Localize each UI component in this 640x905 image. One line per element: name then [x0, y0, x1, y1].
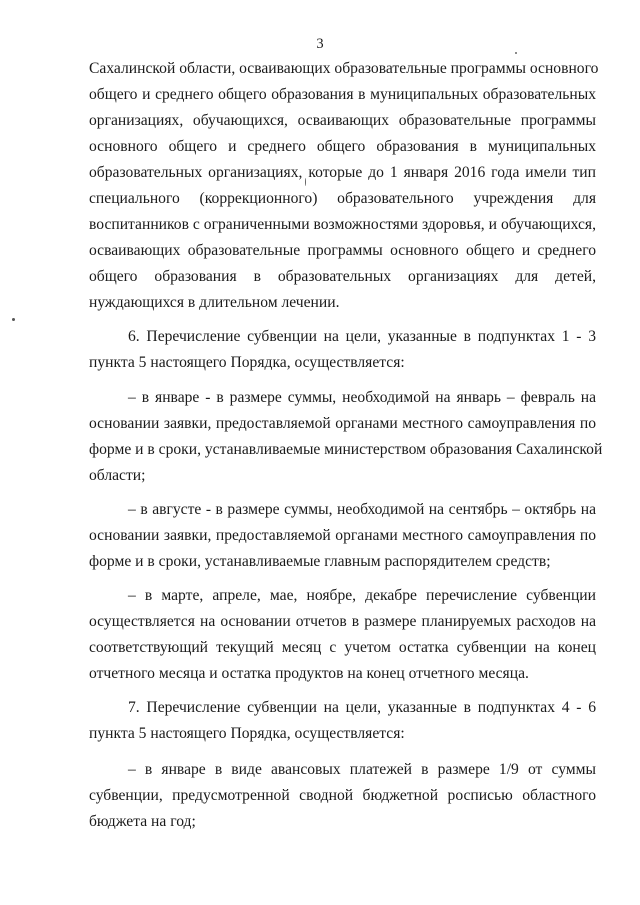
text-line: воспитанников с ограниченными возможностями здоровья, и обучающихся, — [89, 216, 596, 233]
text-line: форме и в сроки, устанавливаемые министерством образования Сахалинской — [89, 441, 603, 458]
page-number: 3 — [316, 36, 324, 52]
text-line: основании заявки, предоставляемой органами местного самоуправления по — [89, 527, 596, 544]
text-line: общего и среднего общего образования в муниципальных образовательных — [89, 86, 596, 103]
text-line: области; — [89, 467, 146, 484]
text-line: нуждающихся в длительном лечении. — [89, 294, 340, 311]
list-item-january-advance: – в январе в виде авансовых платежей в размере 1/9 от суммы — [128, 761, 596, 778]
text-line: отчетного месяца и остатка продуктов на конец отчетного месяца. — [89, 665, 529, 682]
text-line: основного общего и среднего общего образования в муниципальных — [89, 138, 596, 155]
text-line: общего образования в образовательных организациях для детей, — [89, 268, 596, 285]
list-item-january: – в январе - в размере суммы, необходимой на январь – февраль на — [128, 389, 596, 406]
text-line: Сахалинской области, осваивающих образовательные программы основного — [89, 60, 599, 77]
text-line: осуществляется на основании отчетов в размере планируемых расходов на — [89, 613, 596, 630]
text-line: форме и в сроки, устанавливаемые главным распорядителем средств; — [89, 553, 551, 570]
text-line: пункта 5 настоящего Порядка, осуществляется: — [89, 725, 405, 742]
text-line: субвенции, предусмотренной сводной бюджетной росписью областного — [89, 787, 596, 804]
text-line: соответствующий текущий месяц с учетом остатка субвенции на конец — [89, 639, 596, 656]
text-line: образовательных организациях, которые до 1 января 2016 года имели тип — [89, 164, 596, 181]
list-item-august: – в августе - в размере суммы, необходимой на сентябрь – октябрь на — [128, 501, 596, 518]
paragraph-7-start: 7. Перечисление субвенции на цели, указанные в подпунктах 4 - 6 — [128, 699, 596, 716]
margin-speck — [12, 318, 15, 321]
text-line: специального (коррекционного) образовательного учреждения для — [89, 190, 596, 207]
paragraph-6-start: 6. Перечисление субвенции на цели, указанные в подпунктах 1 - 3 — [128, 328, 596, 345]
list-item-months: – в марте, апреле, мае, ноябре, декабре перечисление субвенции — [128, 587, 596, 604]
text-line: организациях, обучающихся, осваивающих образовательные программы — [89, 112, 596, 129]
text-line: бюджета на год; — [89, 813, 196, 830]
text-line: пункта 5 настоящего Порядка, осуществляется: — [89, 354, 405, 371]
scan-speck — [515, 52, 517, 54]
text-line: основании заявки, предоставляемой органами местного самоуправления по — [89, 415, 596, 432]
text-line: осваивающих образовательные программы основного общего и среднего — [89, 242, 596, 259]
